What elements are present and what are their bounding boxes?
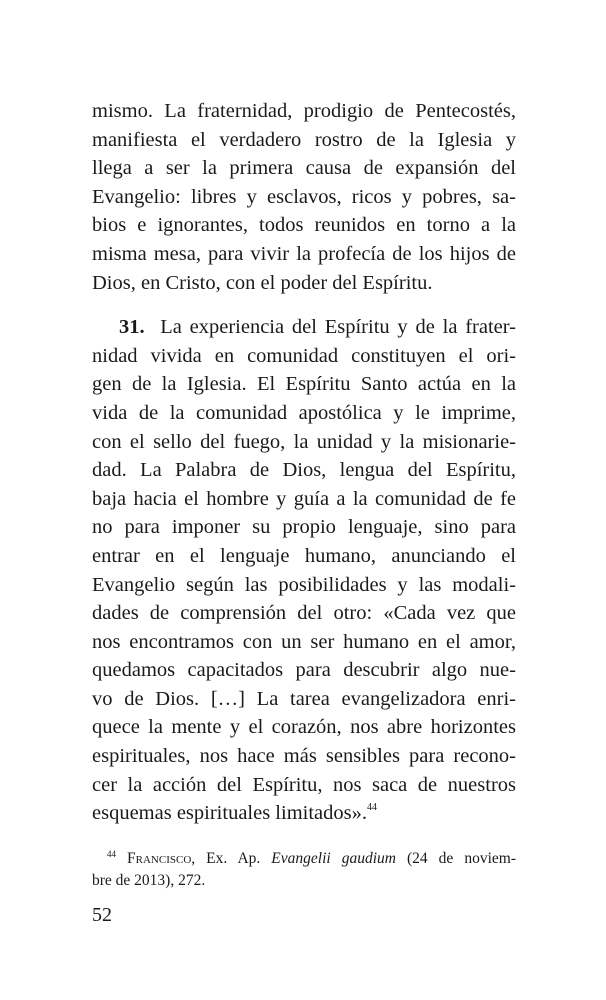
paragraph-31: [92, 313, 516, 828]
paragraph-number: 31.: [119, 316, 145, 339]
text-line: vida de la comunidad apostólica y le imprime,: [92, 401, 516, 424]
text-line: Dios, en Cristo, con el poder del Espíritu.: [92, 271, 433, 294]
text-line: entrar en el lenguaje humano, anunciando el: [92, 544, 516, 567]
text-line: dades de comprensión del otro: «Cada vez que: [92, 602, 516, 625]
text-line: quedamos capacitados para descubrir algo nue-: [92, 659, 516, 682]
text-line: manifiesta el verdadero rostro de la Iglesia y: [92, 128, 516, 151]
text-line-last: [92, 799, 516, 828]
footnote-title: Evangelii gaudium: [271, 849, 396, 867]
text-line: nidad vivida en comunidad constituyen el ori-: [92, 344, 516, 367]
footnote-text: (24 de noviem-: [395, 849, 516, 867]
footnote-line: bre de 2013), 272.: [92, 871, 206, 889]
page-number: 52: [92, 904, 112, 926]
footnote-author: Francisco: [127, 849, 192, 867]
text-line: con el sello del fuego, la unidad y la misionarie-: [92, 430, 516, 453]
text-line: misma mesa, para vivir la profecía de los hijos de: [92, 242, 516, 265]
text-line: gen de la Iglesia. El Espíritu Santo actúa en la: [92, 373, 516, 396]
text-line: bios e ignorantes, todos reunidos en torno a la: [92, 214, 516, 237]
text-line: vo de Dios. […] La tarea evangelizadora enri-: [92, 687, 516, 710]
footnote-doc-type: , Ex. Ap.: [191, 849, 272, 867]
footnote-mark: 44: [107, 848, 116, 859]
footnote-reference: 44: [367, 802, 377, 814]
text-line: Evangelio: libres y esclavos, ricos y pobres, sa-: [92, 185, 516, 208]
text-line: baja hacia el hombre y guía a la comunidad de fe: [92, 487, 516, 510]
page-body: [92, 97, 516, 892]
text-segment: esquemas espirituales limitados».: [92, 802, 367, 825]
text-line: cer la acción del Espíritu, nos saca de nuestros: [92, 773, 516, 796]
text-line: espirituales, nos hace más sensibles para recono-: [92, 745, 516, 768]
text-line-first: [92, 313, 516, 342]
text-line: dad. La Palabra de Dios, lengua del Espíritu,: [92, 459, 516, 482]
text-line: quece la mente y el corazón, nos abre horizontes: [92, 716, 516, 739]
text-line: mismo. La fraternidad, prodigio de Pentecostés,: [92, 100, 516, 122]
text-line: Evangelio según las posibilidades y las modali-: [92, 573, 516, 596]
footnotes: [92, 848, 516, 892]
footnote-line: [92, 848, 516, 870]
paragraph-continuation: [92, 97, 516, 297]
text-line: no para imponer su propio lenguaje, sino para: [92, 516, 516, 539]
text-segment: La experiencia del Espíritu y de la frater-: [160, 316, 516, 339]
text-line: llega a ser la primera causa de expansión del: [92, 157, 516, 180]
text-line: nos encontramos con un ser humano en el amor,: [92, 630, 516, 653]
